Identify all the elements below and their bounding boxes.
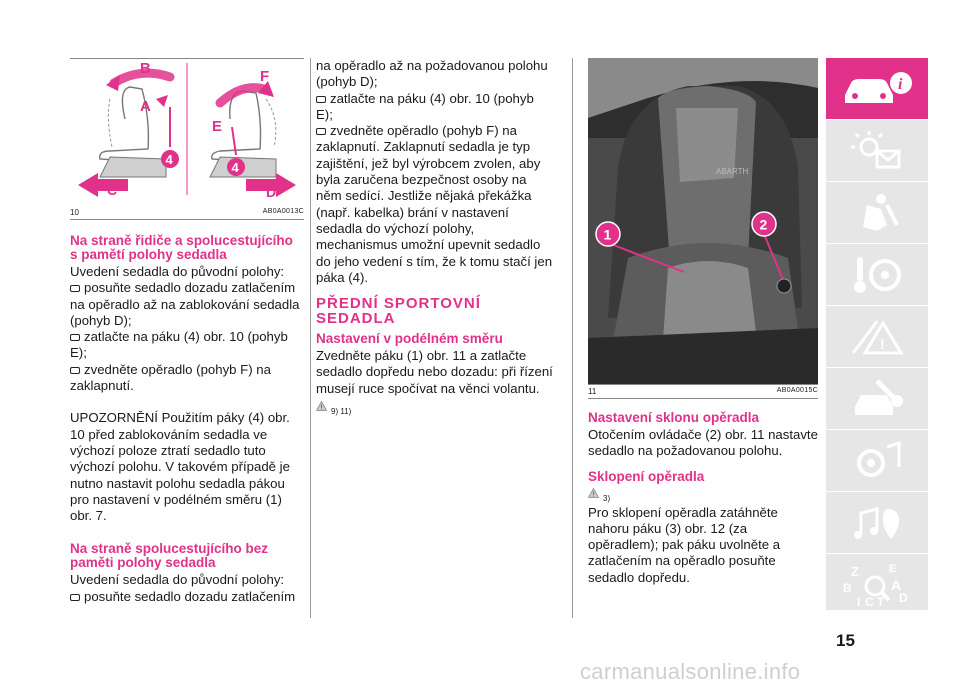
figure-11 — [588, 58, 818, 399]
section-heading: Na straně spolucestujícího bez paměti polohy sedadla — [70, 541, 269, 571]
svg-text:!: ! — [320, 404, 323, 412]
sidebar-item-warning-lights[interactable] — [826, 120, 928, 182]
svg-text:4: 4 — [165, 152, 173, 167]
sidebar-item-maintenance[interactable] — [826, 368, 928, 430]
svg-text:T: T — [877, 594, 885, 609]
svg-text:2: 2 — [759, 216, 768, 233]
label-a: A — [140, 98, 151, 115]
left-column — [70, 58, 304, 605]
step-item: posuňte sedadlo dozadu zatlačením — [70, 589, 304, 605]
tech-data-icon — [847, 439, 907, 483]
steering-key-icon — [847, 253, 907, 297]
chapter-sidebar — [826, 58, 928, 610]
warning-triangle-icon — [588, 488, 599, 498]
svg-text:!: ! — [592, 491, 595, 498]
label-b: B — [140, 60, 151, 77]
intro-text: Uvedení sedadla do původní polohy: — [70, 264, 285, 279]
music-nav-icon — [847, 501, 907, 545]
figure-10 — [70, 58, 304, 220]
wrench-car-icon — [847, 377, 907, 421]
main-heading: PŘEDNÍ SPORTOVNÍ SEDADLA — [316, 295, 481, 328]
seat-adjustment-diagram — [70, 59, 304, 201]
index-letters-icon — [837, 560, 917, 610]
warning-triangle-icon — [316, 401, 327, 411]
checkbox-bullet-icon — [70, 367, 80, 374]
middle-column — [316, 58, 554, 416]
section-heading: Sklopení opěradla — [588, 468, 705, 484]
section-heading: Na straně řidiče a spolucestujícího s pamětí polohy sedadla — [70, 233, 293, 262]
label-f: F — [260, 68, 270, 85]
svg-text:1: 1 — [603, 226, 612, 243]
svg-text:Z: Z — [851, 563, 859, 579]
brand-text: ABARTH — [716, 167, 749, 176]
figure-code: AB0A0015C — [776, 387, 818, 394]
svg-text:B: B — [843, 580, 852, 595]
label-d: D — [266, 184, 277, 200]
column-divider — [572, 58, 573, 618]
label-c: C — [107, 182, 118, 198]
sub-heading: Nastavení v podélném směru — [316, 331, 503, 347]
figure-number: 11 — [588, 387, 597, 396]
figure-code: AB0A0013C — [262, 208, 304, 215]
label-e: E — [212, 118, 223, 135]
body-paragraph: Pro sklopení opěradla zatáhněte nahoru páku (3) obr. 12 (za opěradlem); pak páku uvolněte a zatlačením na opěradlo posuňte sedadlo dopředu. — [588, 504, 781, 585]
svg-text:A: A — [891, 576, 902, 593]
figure-number: 10 — [70, 208, 79, 217]
figure-caption — [70, 206, 304, 220]
svg-text:C: C — [865, 594, 874, 609]
warning-lights-icon — [847, 129, 907, 173]
warning-paragraph: UPOZORNĚNÍ Použitím páky (4) obr. 10 před zablokováním sedadla ve výchozí poloze ztratí sedadlo tuto výchozí polohu. V takovém případě je nutno nastavit polohu sedadla pákou pro nastavení v podélném směru (1) obr. 7. — [70, 410, 290, 524]
sidebar-item-emergency[interactable] — [826, 306, 928, 368]
intro-text: Uvedení sedadla do původní polohy: — [70, 572, 285, 588]
svg-text:E: E — [889, 562, 897, 575]
sport-seat-photo — [588, 58, 818, 384]
sidebar-item-index[interactable] — [826, 554, 928, 615]
svg-text:4: 4 — [231, 160, 239, 175]
checkbox-bullet-icon — [316, 96, 326, 103]
svg-text:D: D — [899, 590, 908, 605]
checkbox-bullet-icon — [70, 285, 80, 292]
section-heading: Nastavení sklonu opěradla — [588, 410, 760, 425]
svg-text:I: I — [857, 594, 861, 609]
step-item: zatlačte na páku (4) obr. 10 (pohyb E); — [316, 90, 534, 122]
step-item: posuňte sedadlo dozadu zatlačením na opěradlo až na zablokování sedadla (pohyb D); — [70, 280, 300, 328]
body-paragraph: Zvedněte páku (1) obr. 11 a zatlačte sedadlo dopředu nebo dozadu: při řízení musejí ruce spočívat na věnci volantu. — [316, 348, 553, 396]
svg-text:!: ! — [880, 335, 885, 352]
sidebar-item-safety[interactable] — [826, 182, 928, 244]
svg-text:i: i — [898, 75, 903, 93]
column-divider — [310, 58, 311, 618]
sidebar-item-multimedia[interactable] — [826, 492, 928, 554]
airbag-seat-icon — [847, 191, 907, 235]
page-number: 15 — [836, 631, 855, 650]
checkbox-bullet-icon — [316, 128, 326, 135]
road-warning-icon — [847, 315, 907, 359]
step-item: zvedněte opěradlo (pohyb F) na zaklapnutí. Zaklapnutí sedadla je typ zajištění, jež byl výrobcem zvolen, aby byla zaručena bezpečnost osoby na něm sedící. Jestliže nějaká překážka (např. kabelka) brání v nastavení sedadla do výchozí polohy, mechanismus umožní upevnit sedadlo do jeho vedení s tím, že k tomu stačí jen páka (4). — [316, 123, 553, 285]
sidebar-item-car-info[interactable] — [826, 58, 928, 120]
body-paragraph: Otočením ovládače (2) obr. 11 nastavte sedadlo na požadovanou polohu. — [588, 427, 818, 459]
sidebar-item-driving[interactable] — [826, 244, 928, 306]
warning-reference: ! 9) 11) — [316, 401, 554, 416]
watermark: carmanualsonline.info — [580, 659, 801, 684]
car-info-icon — [837, 69, 917, 109]
warning-reference: ! 3) — [588, 488, 818, 503]
sidebar-item-technical-data[interactable] — [826, 430, 928, 492]
step-item: zatlačte na páku (4) obr. 10 (pohyb E); — [70, 329, 288, 361]
step-item: zvedněte opěradlo (pohyb F) na zaklapnutí. — [70, 361, 271, 394]
checkbox-bullet-icon — [70, 594, 80, 601]
checkbox-bullet-icon — [70, 334, 80, 341]
figure-caption — [588, 384, 818, 399]
continued-text: na opěradlo až na požadovanou polohu (pohyb D); — [316, 58, 548, 90]
right-column — [588, 58, 818, 586]
